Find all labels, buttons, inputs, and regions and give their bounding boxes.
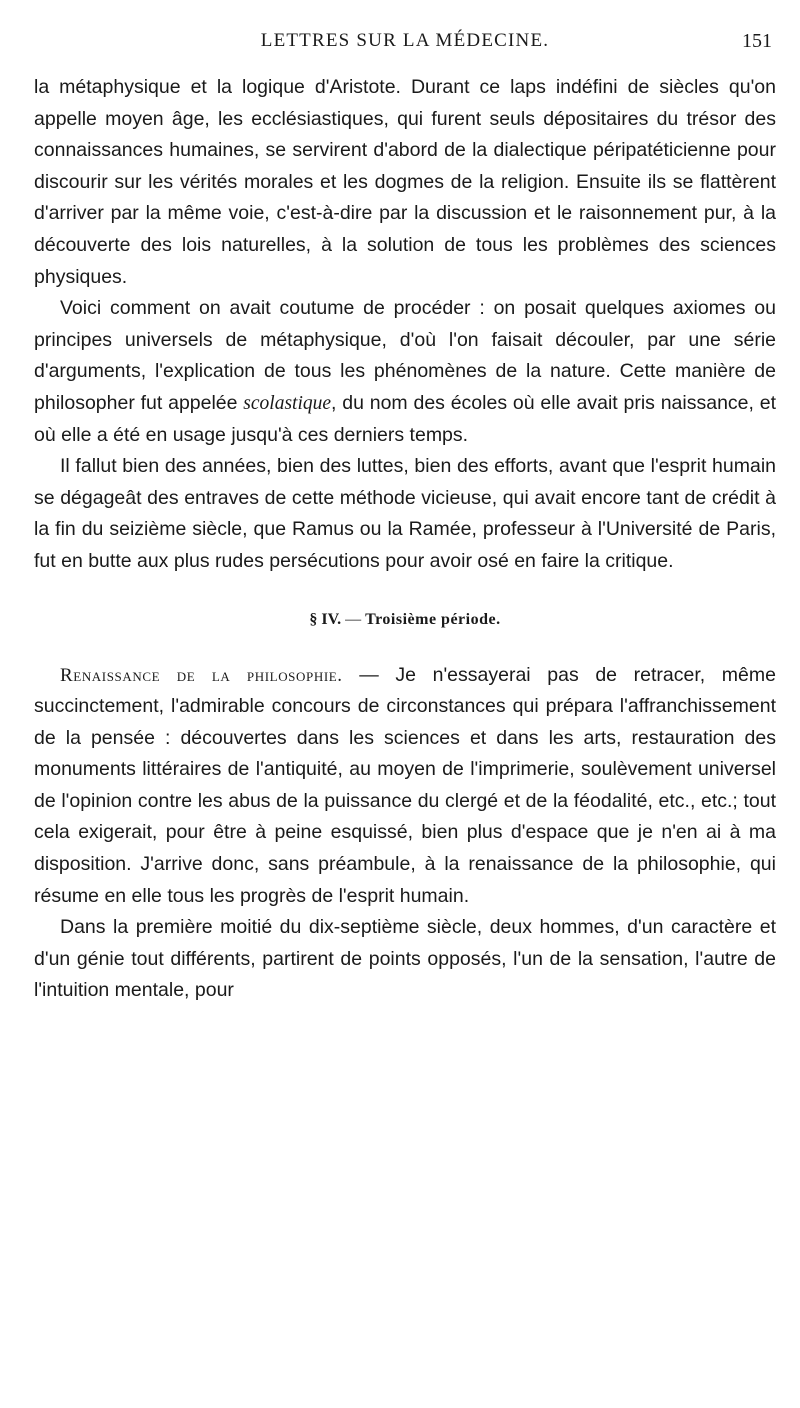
- paragraph-4: [34, 660, 776, 913]
- paragraph-2-text-a: Voici comment on avait coutume de procéder : on posait quelques axiomes ou principes universels de métaphysique, d'où l'on faisait découler, par une série d'arguments, l'explication de tous les phénomènes de la nature. Cette manière de philosopher fut appelée: [34, 297, 776, 414]
- paragraph-3: [34, 451, 776, 577]
- body-text: [34, 72, 776, 1007]
- page-number: 151: [742, 30, 772, 52]
- running-title: LETTRES SUR LA MÉDECINE.: [260, 30, 550, 51]
- book-page: [34, 0, 776, 1408]
- running-head: [34, 30, 776, 60]
- paragraph-2-text-b: , du nom des écoles où elle avait pris naissance, et où elle a été en usage jusqu'à ces derniers temps.: [34, 391, 776, 446]
- section-title: Troisième période.: [365, 610, 501, 628]
- paragraph-4-lead: Renaissance de la philosophie.: [60, 664, 343, 686]
- paragraph-1-text: la métaphysique et la logique d'Aristote. Durant ce laps indéfini de siècles qu'on appelle moyen âge, les ecclésiastiques, qui furent seuls dépositaires du trésor des connaissances humaines, se servirent d'abord de la dialectique péripatéticienne pour discourir sur les vérités morales et les dogmes de la religion. Ensuite ils se flattèrent d'arriver par la même voie, c'est-à-dire par la discussion et le raisonnement pur, à la découverte des lois naturelles, à la solution de tous les problèmes des sciences physiques.: [34, 76, 776, 288]
- section-dash: —: [341, 610, 366, 628]
- paragraph-5: [34, 912, 776, 1007]
- paragraph-3-text: Il fallut bien des années, bien des luttes, bien des efforts, avant que l'esprit humain se dégageât des entraves de cette méthode vicieuse, qui avait encore tant de crédit à la fin du seizième siècle, que Ramus ou la Ramée, professeur à l'Université de Paris, fut en butte aux plus rudes persécutions pour avoir osé en faire la critique.: [34, 455, 776, 572]
- paragraph-2: [34, 293, 776, 451]
- paragraph-5-text: Dans la première moitié du dix-septième siècle, deux hommes, d'un caractère et d'un génie tout différents, partirent de points opposés, l'un de la sensation, l'autre de l'intuition mentale, pour: [34, 916, 776, 1002]
- paragraph-4-text: — Je n'essayerai pas de retracer, même succinctement, l'admirable concours de circonstances qui prépara l'affranchissement de la pensée : découvertes dans les sciences et dans les arts, restauration des monuments littéraires de l'antiquité, au moyen de l'imprimerie, soulèvement universel de l'opinion contre les abus de la puissance du clergé et de la féodalité, etc., etc.; tout cela exigerait, pour être à peine esquissé, bien plus d'espace que je n'en ai à ma disposition. J'arrive donc, sans préambule, à la renaissance de la philosophie, qui résume en elle tous les progrès de l'esprit humain.: [34, 663, 776, 907]
- section-heading: [34, 610, 776, 630]
- term-scolastique: scolastique: [243, 392, 332, 414]
- section-label: § IV.: [309, 610, 342, 628]
- paragraph-1: [34, 72, 776, 293]
